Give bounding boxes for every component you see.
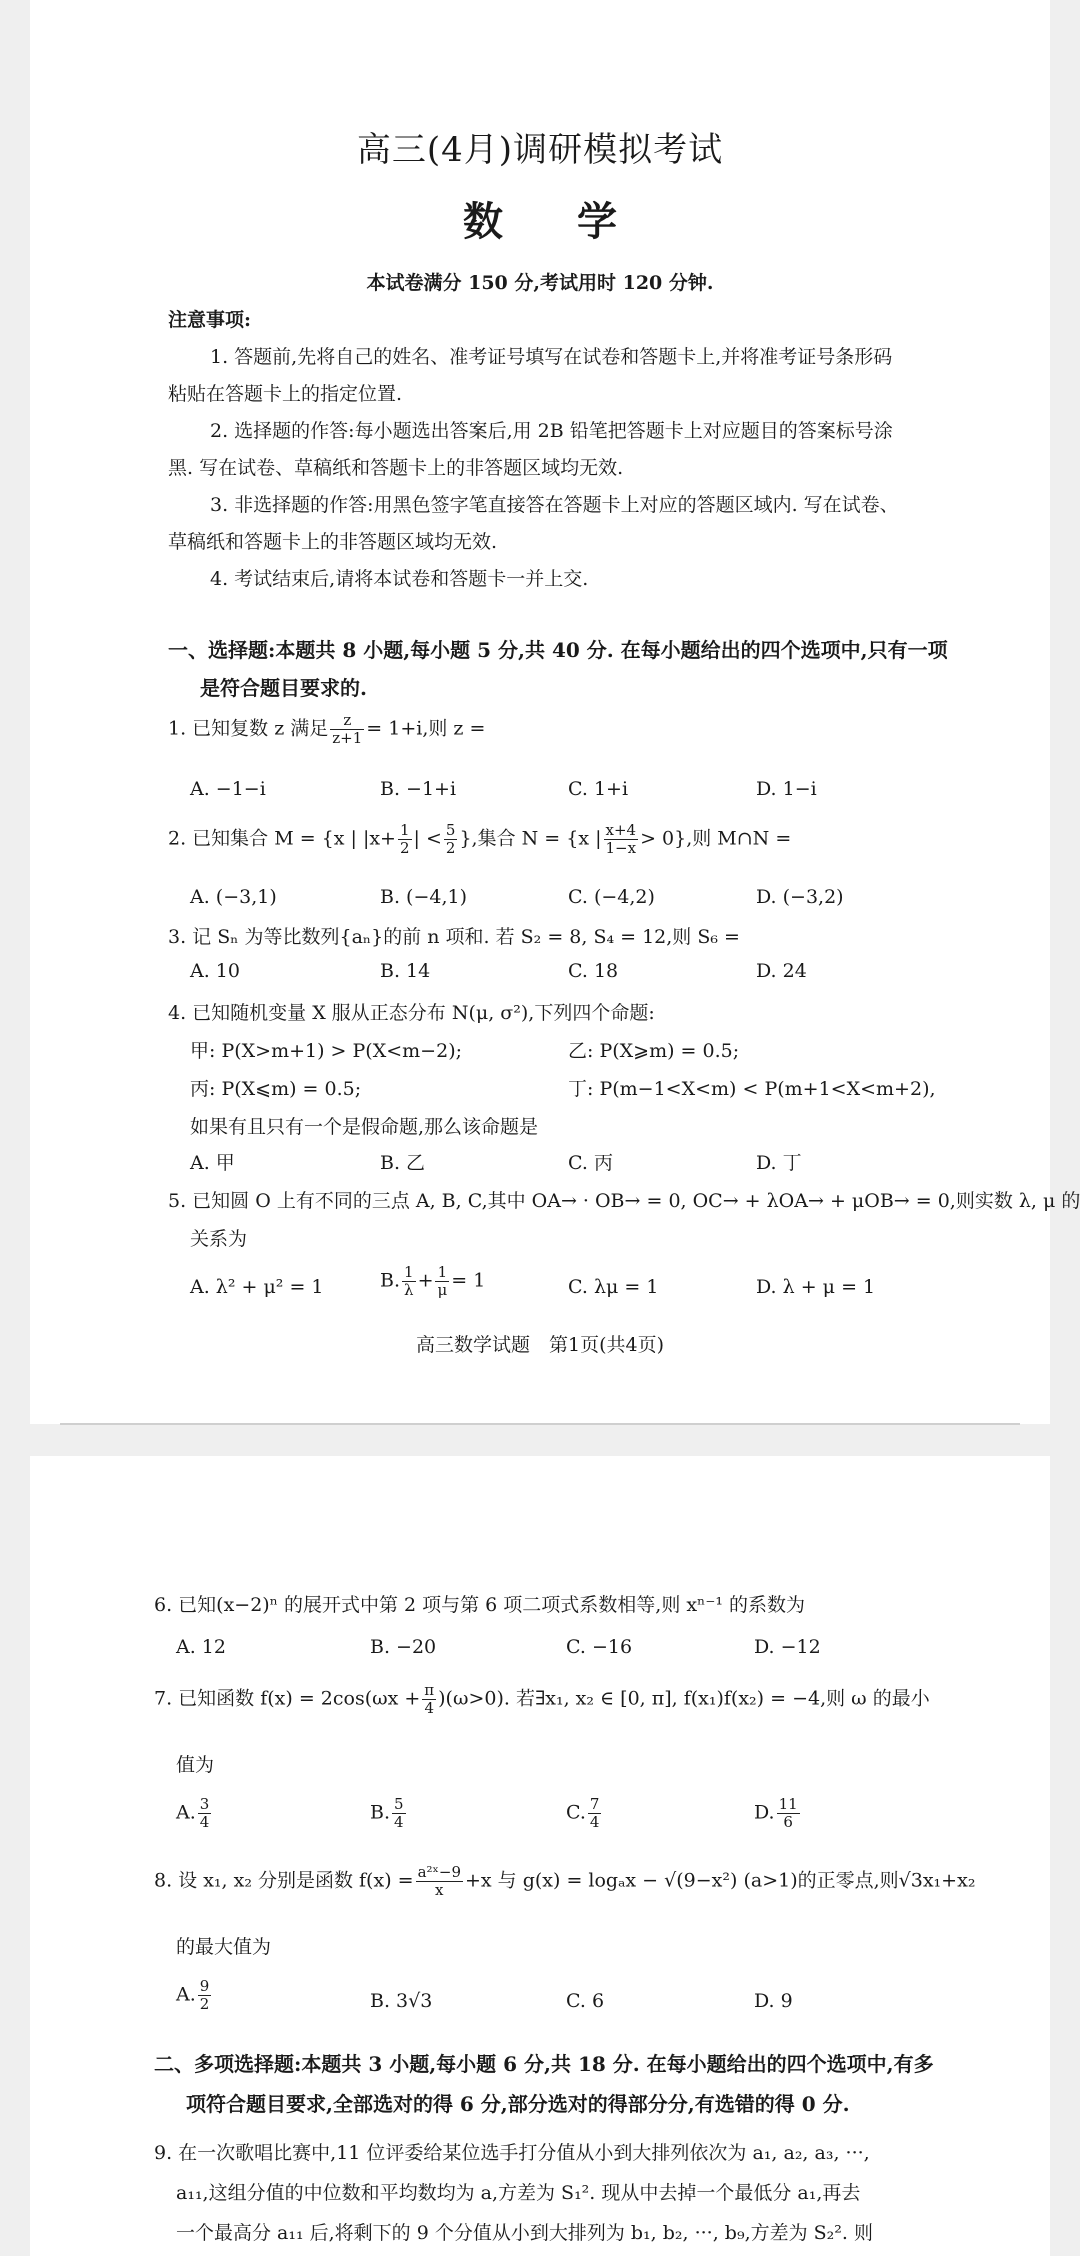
fraction: $\frac{3}{4}$ — [199, 1795, 210, 1831]
exam-info: 本试卷满分 150 分,考试用时 120 分钟. — [366, 272, 714, 294]
page-footer: 高三数学试题 第1页(共4页) — [415, 1334, 664, 1356]
q4-condition: 如果有且只有一个是假命题,那么该命题是 — [190, 1116, 539, 1138]
q6-option-b: B. −20 — [370, 1636, 437, 1658]
question-2: 2. 已知集合 M = {x | |x+ $\frac{1}{2}$ | < $\frac{5}{2}$ },集合 N = {x | $\frac{x+4}{1-x}$ > 0},则 M∩N = — [168, 821, 792, 857]
q3-option-c: C. 18 — [568, 960, 619, 982]
question-5: 5. 已知圆 O 上有不同的三点 A, B, C,其中 OA→ · OB→ = 0, OC→ + λOA→ + μOB→ = 0,则实数 λ, μ 的 — [168, 1190, 1080, 1212]
q8-option-a: A. $\frac{9}{2}$ — [176, 1977, 210, 2013]
q4-option-c: C. 丙 — [568, 1152, 613, 1174]
fraction: $\frac{1}{2}$ — [399, 821, 410, 857]
q7-option-b: B. $\frac{5}{4}$ — [370, 1795, 404, 1831]
q1-option-b: B. −1+i — [380, 778, 457, 800]
notice-2-line-1: 2. 选择题的作答:每小题选出答案后,用 2B 铅笔把答题卡上对应题目的答案标号涂 — [210, 420, 893, 442]
q5-option-d: D. λ + μ = 1 — [756, 1276, 876, 1298]
question-6: 6. 已知(x−2)ⁿ 的展开式中第 2 项与第 6 项二项式系数相等,则 xⁿ⁻¹ 的系数为 — [154, 1594, 806, 1616]
q2-option-c: C. (−4,2) — [568, 886, 655, 908]
question-3: 3. 记 Sₙ 为等比数列{aₙ}的前 n 项和. 若 S₂ = 8, S₄ = 12,则 S₆ = — [168, 926, 740, 948]
question-4: 4. 已知随机变量 X 服从正态分布 N(μ, σ²),下列四个命题: — [168, 1002, 655, 1024]
q1-option-a: A. −1−i — [190, 778, 266, 800]
question-7: 7. 已知函数 f(x) = 2cos(ωx + $\frac{\pi}{4}$ )(ω>0). 若∃x₁, x₂ ∈ [0, π], f(x₁)f(x₂) = −4,则 ω 的最小 — [154, 1681, 930, 1717]
q4-statement-yi: 乙: P(X⩾m) = 0.5; — [568, 1040, 740, 1062]
exam-title: 高三(4月)调研模拟考试 — [356, 130, 724, 170]
exam-page-1 — [30, 0, 1080, 1424]
fraction: $\frac{7}{4}$ — [589, 1795, 600, 1831]
notice-2-line-2: 黑. 写在试卷、草稿纸和答题卡上的非答题区域均无效. — [168, 457, 624, 479]
q2-option-b: B. (−4,1) — [380, 886, 468, 908]
notice-3-line-1: 3. 非选择题的作答:用黑色签字笔直接答在答题卡上对应的答题区域内. 写在试卷、 — [210, 494, 899, 516]
fraction: $\frac{\pi}{4}$ — [424, 1681, 435, 1717]
q4-statement-ding: 丁: P(m−1<X<m) < P(m+1<X<m+2), — [568, 1078, 936, 1100]
notice-1-line-1: 1. 答题前,先将自己的姓名、准考证号填写在试卷和答题卡上,并将准考证号条形码 — [210, 346, 893, 368]
q4-statement-jia: 甲: P(X>m+1) > P(X<m−2); — [190, 1040, 463, 1062]
question-9-line-2: a₁₁,这组分值的中位数和平均数均为 a,方差为 S₁². 现从中去掉一个最低分 a₁,再去 — [176, 2182, 861, 2204]
q4-statement-bing: 丙: P(X⩽m) = 0.5; — [190, 1078, 362, 1100]
fraction: $\frac{9}{2}$ — [199, 1977, 210, 2013]
section-2-heading-cont: 项符合题目要求,全部选对的得 6 分,部分选对的得部分分,有选错的得 0 分. — [186, 2092, 850, 2116]
subject-title: 数 学 — [463, 198, 647, 245]
q8-option-b: B. 3√3 — [370, 1990, 433, 2012]
question-8-cont: 的最大值为 — [176, 1936, 272, 1958]
question-9: 9. 在一次歌唱比赛中,11 位评委给某位选手打分值从小到大排列依次为 a₁, a₂, a₃, ···, — [154, 2142, 870, 2164]
fraction: $\frac{11}{6}$ — [778, 1795, 798, 1831]
q6-option-d: D. −12 — [754, 1636, 821, 1658]
q4-option-a: A. 甲 — [190, 1152, 235, 1174]
notice-title: 注意事项: — [168, 309, 252, 331]
q7-option-c: C. $\frac{7}{4}$ — [566, 1795, 600, 1831]
question-5-cont: 关系为 — [190, 1228, 248, 1250]
exam-page-2 — [30, 1456, 1050, 2256]
fraction: $\frac{5}{4}$ — [394, 1795, 404, 1831]
q5-option-a: A. λ² + μ² = 1 — [190, 1276, 324, 1298]
section-1-heading: 一、选择题:本题共 8 小题,每小题 5 分,共 40 分. 在每小题给出的四个选项中,只有一项 — [168, 638, 948, 662]
fraction: $\frac{1}{\mu}$ — [437, 1263, 448, 1299]
question-1: 1. 已知复数 z 满足 $\frac{z}{z+1}$ = 1+i,则 z = — [168, 711, 486, 747]
question-9-line-3: 一个最高分 a₁₁ 后,将剩下的 9 个分值从小到大排列为 b₁, b₂, ···, b₉,方差为 S₂². 则 — [176, 2222, 873, 2244]
q1-option-c: C. 1+i — [568, 778, 629, 800]
q3-option-a: A. 10 — [190, 960, 240, 982]
q2-option-d: D. (−3,2) — [756, 886, 844, 908]
q5-option-b: B. $\frac{1}{\lambda}$ + $\frac{1}{\mu}$ = 1 — [380, 1263, 486, 1299]
section-2-heading: 二、多项选择题:本题共 3 小题,每小题 6 分,共 18 分. 在每小题给出的四个选项中,有多 — [154, 2052, 934, 2076]
q5-option-c: C. λμ = 1 — [568, 1276, 659, 1298]
q3-option-d: D. 24 — [756, 960, 807, 982]
fraction: $\frac{\text{a²ˣ−9}}{x}$ — [417, 1863, 461, 1899]
q8-option-c: C. 6 — [566, 1990, 605, 2012]
notice-1-line-2: 粘贴在答题卡上的指定位置. — [168, 383, 403, 405]
page-divider — [60, 1423, 1020, 1425]
section-1-heading-cont: 是符合题目要求的. — [200, 676, 367, 700]
q6-option-c: C. −16 — [566, 1636, 633, 1658]
fraction: $\frac{z}{z+1}$ — [332, 711, 363, 747]
q7-option-a: A. $\frac{3}{4}$ — [176, 1795, 210, 1831]
q2-option-a: A. (−3,1) — [190, 886, 277, 908]
fraction: $\frac{x+4}{1-x}$ — [605, 821, 637, 857]
notice-3-line-2: 草稿纸和答题卡上的非答题区域均无效. — [168, 531, 498, 553]
question-7-cont: 值为 — [176, 1754, 215, 1776]
q8-option-d: D. 9 — [754, 1990, 793, 2012]
fraction: $\frac{5}{2}$ — [445, 821, 456, 857]
q1-option-d: D. 1−i — [756, 778, 817, 800]
notice-4: 4. 考试结束后,请将本试卷和答题卡一并上交. — [210, 568, 589, 590]
question-8: 8. 设 x₁, x₂ 分别是函数 f(x) = $\frac{\text{a²ˣ−9}}{x}$ +x 与 g(x) = logₐx − √(9−x²) (a>1)的正零点,则√3x₁+x₂ — [154, 1863, 976, 1899]
q3-option-b: B. 14 — [380, 960, 431, 982]
fraction: $\frac{1}{\lambda}$ — [404, 1263, 414, 1299]
q6-option-a: A. 12 — [176, 1636, 226, 1658]
q4-option-b: B. 乙 — [380, 1152, 426, 1174]
q7-option-d: D. $\frac{11}{6}$ — [754, 1795, 798, 1831]
q4-option-d: D. 丁 — [756, 1152, 802, 1174]
